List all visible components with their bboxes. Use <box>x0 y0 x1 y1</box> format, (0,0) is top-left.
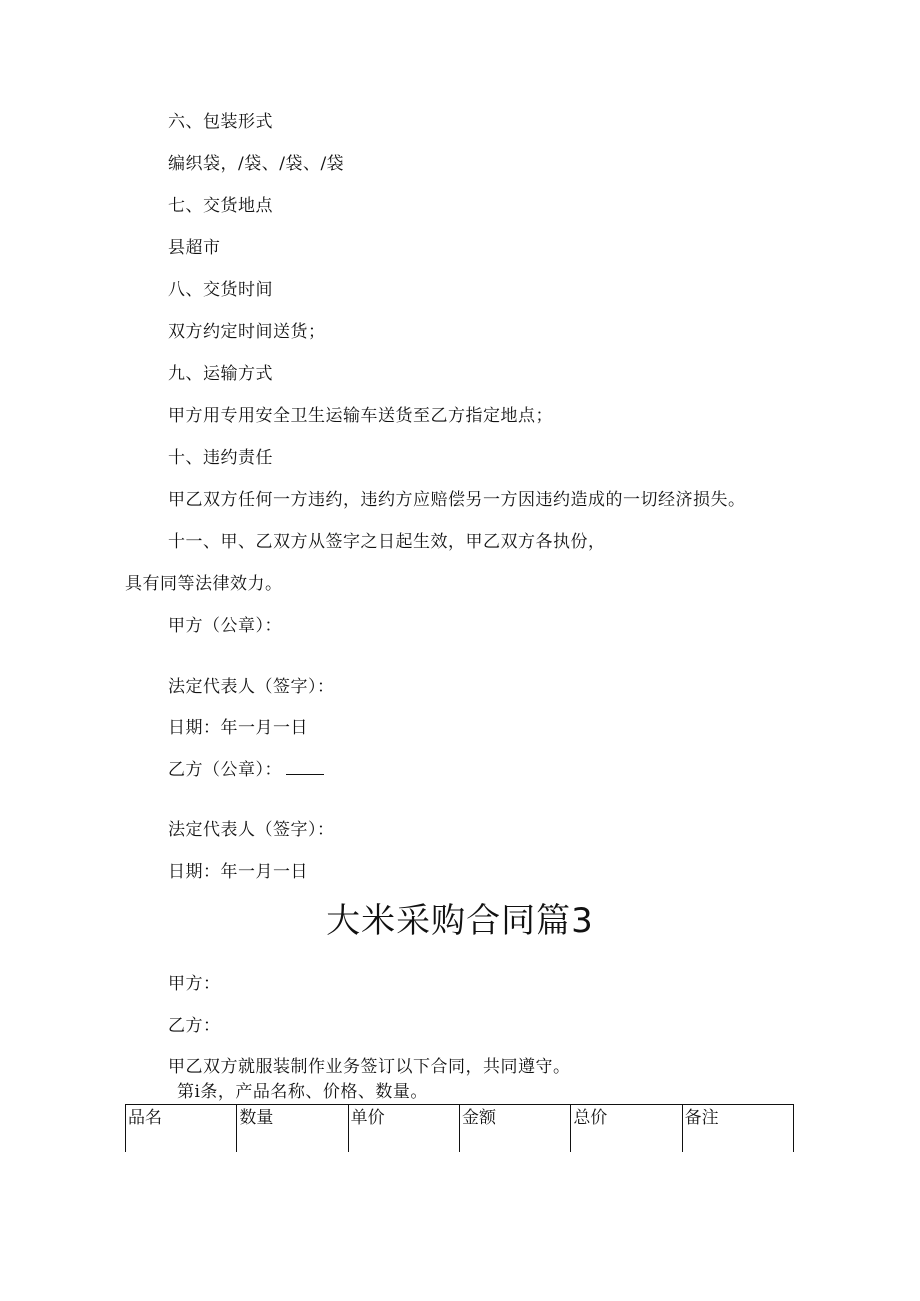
party-b-seal-line <box>168 758 324 782</box>
header-cell-remarks: 备注 <box>682 1105 793 1153</box>
delivery-place-text: 县超市 <box>168 238 221 258</box>
heading-delivery-time: 八、交货时间 <box>168 280 273 300</box>
party-b-label: 乙方： <box>168 1016 221 1036</box>
intro-text: 甲乙双方就服装制作业务签订以下合同，共同遵守。 <box>168 1057 571 1077</box>
product-table <box>125 1104 794 1148</box>
article-one-heading: 第i条，产品名称、价格、数量。 <box>177 1082 428 1102</box>
party-b-representative: 法定代表人（签字）： <box>168 820 335 840</box>
header-cell-quantity: 数量 <box>237 1105 348 1153</box>
packaging-text: 编织袋，/袋、/袋、/袋 <box>168 154 345 174</box>
signature-blank <box>286 758 324 775</box>
header-cell-total: 总价 <box>571 1105 682 1153</box>
liability-text: 甲乙双方任何一方违约，违约方应赔偿另一方因违约造成的一切经济损失。 <box>168 490 746 510</box>
heading-liability: 十、违约责任 <box>168 448 273 468</box>
transport-text: 甲方用专用安全卫生运输车送货至乙方指定地点； <box>168 406 553 426</box>
heading-delivery-place: 七、交货地点 <box>168 196 273 216</box>
table-header-row <box>126 1105 794 1153</box>
delivery-time-text: 双方约定时间送货； <box>168 322 326 342</box>
header-cell-amount: 金额 <box>459 1105 570 1153</box>
header-cell-product: 品名 <box>126 1105 237 1153</box>
party-a-seal: 甲方（公章）： <box>168 616 282 636</box>
heading-packaging: 六、包装形式 <box>168 112 273 132</box>
section-title: 大米采购合同篇3 <box>326 901 594 941</box>
party-a-label: 甲方： <box>168 974 221 994</box>
party-a-representative: 法定代表人（签字）： <box>168 677 335 697</box>
heading-transport: 九、运输方式 <box>168 364 273 384</box>
effective-clause-cont: 具有同等法律效力。 <box>125 574 283 594</box>
effective-clause: 十一、甲、乙双方从签字之日起生效，甲乙双方各执份， <box>168 532 606 552</box>
party-a-date: 日期：年一月一日 <box>168 718 308 738</box>
party-b-seal: 乙方（公章）： <box>168 760 282 780</box>
header-cell-unit-price: 单价 <box>348 1105 459 1153</box>
party-b-date: 日期：年一月一日 <box>168 862 308 882</box>
